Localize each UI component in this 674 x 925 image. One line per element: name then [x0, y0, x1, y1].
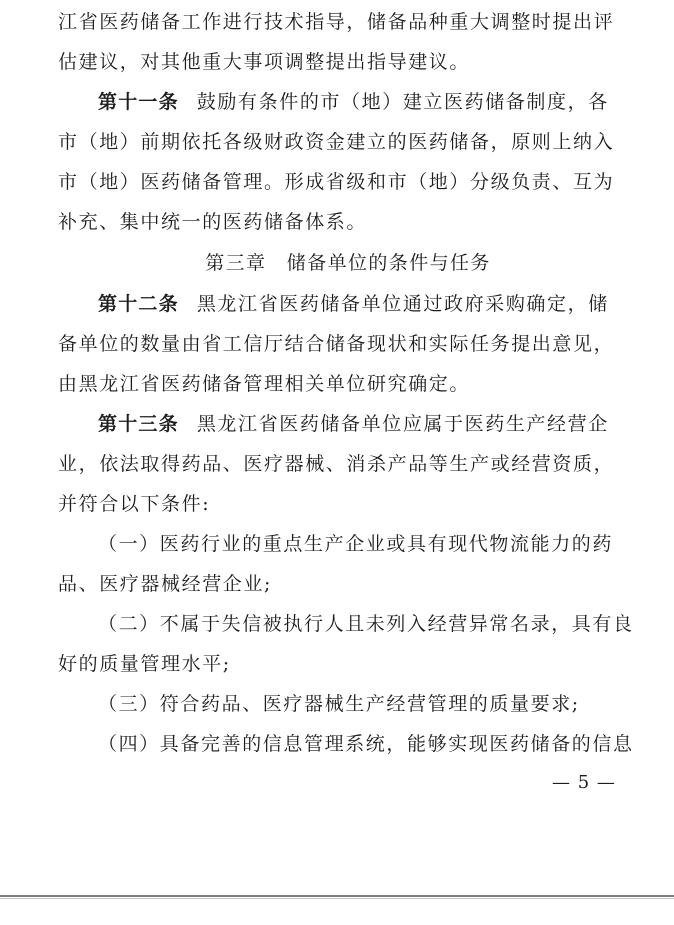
list-item-4-line: （四）具备完善的信息管理系统，能够实现医药储备的信息 — [98, 733, 634, 755]
paragraph-line: 市（地）前期依托各级财政资金建立的医药储备，原则上纳入 — [58, 131, 615, 153]
paragraph-line: 备单位的数量由省工信厅结合储备现状和实际任务提出意见， — [58, 333, 615, 355]
paragraph-line: 补充、集中统一的医药储备体系。 — [58, 211, 368, 233]
paragraph-line: 市（地）医药储备管理。形成省级和市（地）分级负责、互为 — [58, 171, 615, 193]
article-11-text: 鼓励有条件的市（地）建立医药储备制度，各 — [196, 91, 609, 113]
chapter-heading: 第三章 储备单位的条件与任务 — [205, 252, 491, 274]
page-number: — 5 — — [552, 772, 616, 793]
article-12-first-line — [58, 284, 638, 324]
scan-edge-divider — [0, 895, 674, 897]
article-12-label: 第十二条 — [98, 293, 179, 315]
paragraph-line: 并符合以下条件: — [58, 493, 211, 515]
article-13-text: 黑龙江省医药储备单位应属于医药生产经营企 — [196, 413, 609, 435]
article-12-text: 黑龙江省医药储备单位通过政府采购确定，储 — [196, 293, 609, 315]
list-item-2-line: 好的质量管理水平; — [58, 653, 231, 675]
list-item-1-line: （一）医药行业的重点生产企业或具有现代物流能力的药 — [98, 533, 614, 555]
paragraph-line: 由黑龙江省医药储备管理相关单位研究确定。 — [58, 373, 471, 395]
list-item-2-line: （二）不属于失信被执行人且未列入经营异常名录，具有良 — [98, 613, 634, 635]
document-body — [58, 2, 638, 764]
paragraph-line: 业，依法取得药品、医疗器械、消杀产品等生产或经营资质， — [58, 453, 615, 475]
article-13-label: 第十三条 — [98, 413, 179, 435]
list-item-3-line: （三）符合药品、医疗器械生产经营管理的质量要求; — [98, 693, 580, 715]
article-11-label: 第十一条 — [98, 91, 179, 113]
paragraph-line: 估建议，对其他重大事项调整提出指导建议。 — [58, 51, 471, 73]
article-13-first-line — [58, 404, 638, 444]
list-item-1-line: 品、医疗器械经营企业; — [58, 573, 273, 595]
paragraph-line: 江省医药储备工作进行技术指导，储备品种重大调整时提出评 — [58, 11, 615, 33]
article-11-first-line — [58, 82, 638, 122]
scan-edge-divider — [0, 898, 674, 899]
